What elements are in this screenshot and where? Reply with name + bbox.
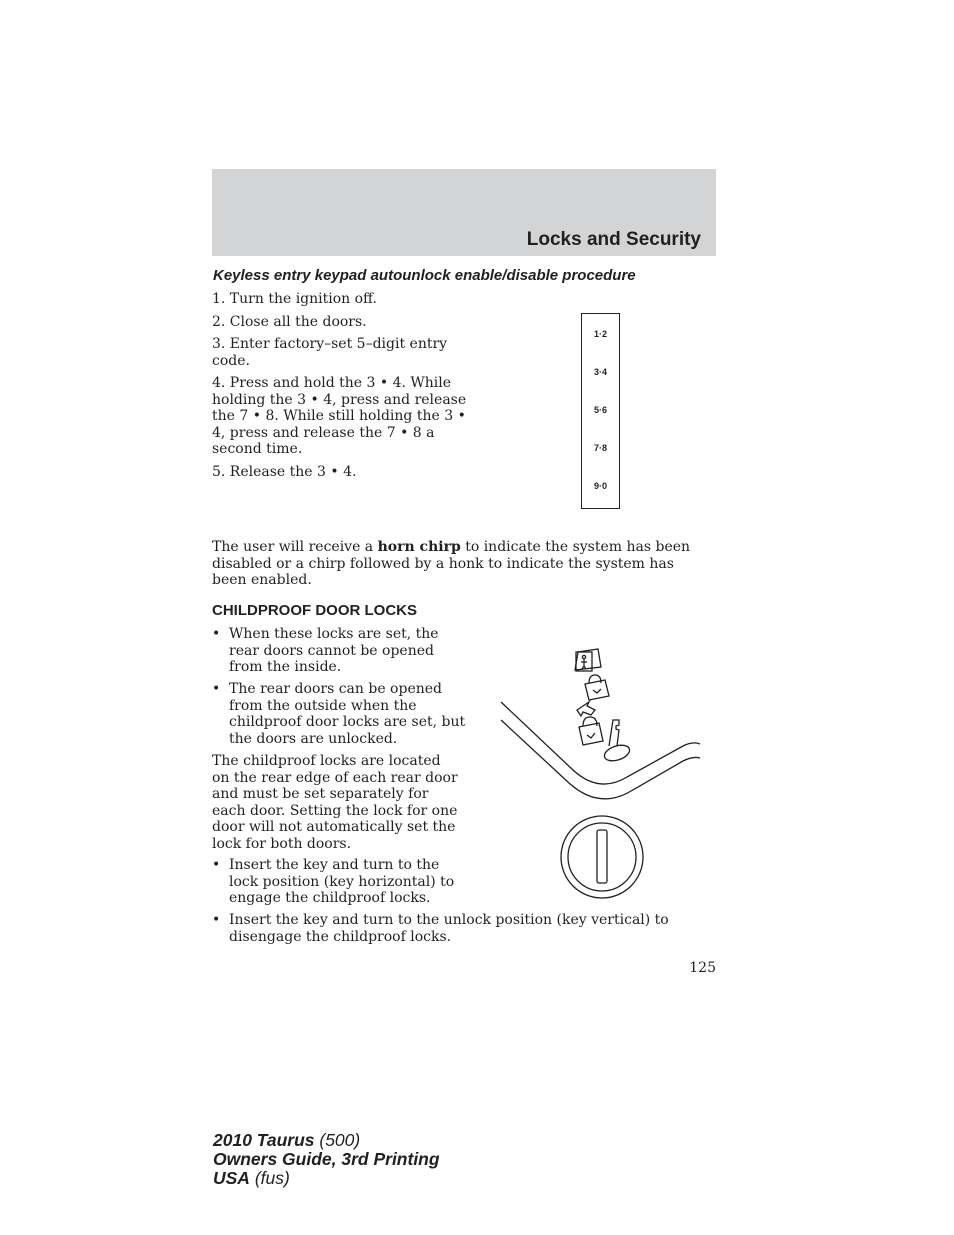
padlock-icon [585, 675, 609, 700]
procedure-steps [212, 291, 474, 486]
footer-guide-edition: Owners Guide, 3rd Printing [213, 1149, 440, 1169]
bullet-item [212, 681, 468, 747]
footer-market: USA [213, 1168, 250, 1188]
footer-model: 2010 Taurus [213, 1130, 315, 1150]
keypad-procedure-heading: Keyless entry keypad autounlock enable/disable procedure [213, 267, 636, 284]
step-item: 2. Close all the doors. [212, 313, 367, 330]
child-lock-icon [575, 649, 601, 671]
lock-cylinder-icon [561, 816, 643, 898]
paragraph-bold-text: horn chirp [377, 539, 461, 555]
chapter-title: Locks and Security [526, 229, 701, 250]
bullet-dot: • [212, 857, 221, 873]
keypad-key: 3·4 [593, 367, 607, 377]
step-item: 5. Release the 3 • 4. [212, 463, 357, 480]
keypad-key: 7·8 [593, 443, 607, 453]
bullet-text: Insert the key and turn to the lock position (key horizontal) to engage the childproof locks. [229, 857, 455, 906]
arrow-icon [577, 702, 595, 716]
document-footer [213, 1131, 440, 1188]
keypad-illustration [581, 313, 620, 509]
padlock-icon [579, 717, 603, 745]
door-edge-line [501, 702, 700, 784]
key-icon [602, 720, 631, 764]
bullet-text: Insert the key and turn to the unlock position (key vertical) to disengage the childproof locks. [229, 912, 669, 945]
childproof-heading: CHILDPROOF DOOR LOCKS [212, 602, 417, 619]
bullet-dot: • [212, 681, 221, 697]
keypad-key: 9·0 [593, 481, 607, 491]
childproof-lock-illustration [495, 640, 705, 905]
horn-chirp-paragraph [212, 539, 702, 589]
chapter-header-band [212, 169, 716, 256]
bullet-dot: • [212, 626, 221, 642]
paragraph-text: to indicate the system has been disabled or a chirp followed by a honk to indicate the system has been enabled. [212, 539, 691, 588]
bullet-item [212, 857, 462, 907]
bullet-text: When these locks are set, the rear doors cannot be opened from the inside. [229, 626, 439, 675]
step-item: 3. Enter factory–set 5–digit entry code. [212, 336, 448, 369]
bullet-dot: • [212, 912, 221, 928]
paragraph-text: The user will receive a [212, 539, 378, 555]
page-number: 125 [689, 960, 716, 976]
bullet-item [212, 626, 468, 676]
keypad-key: 1·2 [593, 329, 607, 339]
childproof-location-paragraph: The childproof locks are located on the rear edge of each rear door and must be set separately for each door. Setting the lock for one door will not automatically set the lock for both doors. [212, 753, 458, 852]
bullet-text: The rear doors can be opened from the outside when the childproof door locks are set, but the doors are unlocked. [229, 681, 466, 747]
bullet-item [212, 912, 692, 945]
keypad-key: 5·6 [593, 405, 607, 415]
footer-model-code: (500) [314, 1130, 361, 1150]
step-item: 1. Turn the ignition off. [212, 291, 377, 307]
footer-market-code: (fus) [249, 1168, 290, 1188]
step-item: 4. Press and hold the 3 • 4. While holding the 3 • 4, press and release the 7 • 8. While still holding the 3 • 4, press and release the 7 • 8 a second time. [212, 375, 467, 457]
